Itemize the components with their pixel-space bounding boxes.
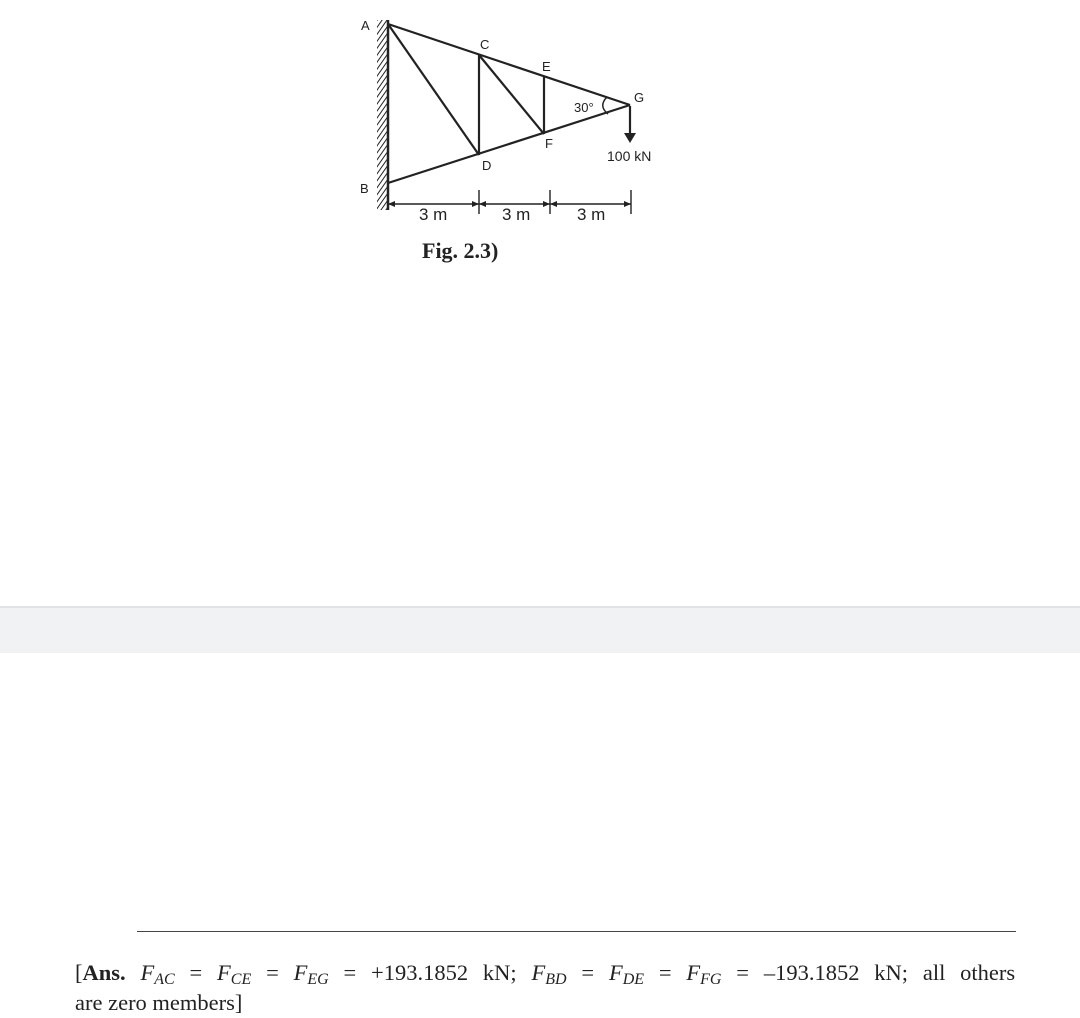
wall-hatching (377, 20, 387, 210)
load-label: 100 kN (607, 148, 652, 164)
page-separator (0, 606, 1080, 653)
member-bg (388, 105, 630, 183)
answer-text: [Ans. $F_{AC} = F_{CE} = F_{EG} = +193.1852$ kN; $F_{BD} = F_{DE} = F_{FG} = -193.1852$ kN; all others are zero members] (75, 960, 1016, 1015)
member-ad (388, 24, 479, 155)
span-label-2: 3 m (502, 205, 531, 224)
node-label-e: E (542, 59, 551, 74)
answer-label: Ans. (82, 960, 126, 985)
compression-value: –193.1852 kN; (763, 960, 909, 985)
span-label-3: 3 m (577, 205, 606, 224)
truss-members (388, 24, 630, 183)
horizontal-rule (137, 931, 1016, 932)
node-label-f: F (545, 136, 553, 151)
span-label-1: 3 m (419, 205, 448, 224)
node-label-a: A (361, 18, 370, 33)
tension-value: +193.1852 kN; (371, 960, 517, 985)
angle-label: 30° (574, 100, 594, 115)
node-label-c: C (480, 37, 490, 52)
load-arrow-head (624, 133, 636, 143)
node-label-g: G (634, 90, 645, 105)
node-label-b: B (360, 181, 369, 196)
figure-caption: Fig. 2.3) (422, 238, 499, 263)
member-cf (479, 55, 544, 134)
node-label-d: D (482, 158, 492, 173)
truss-diagram (0, 0, 700, 270)
